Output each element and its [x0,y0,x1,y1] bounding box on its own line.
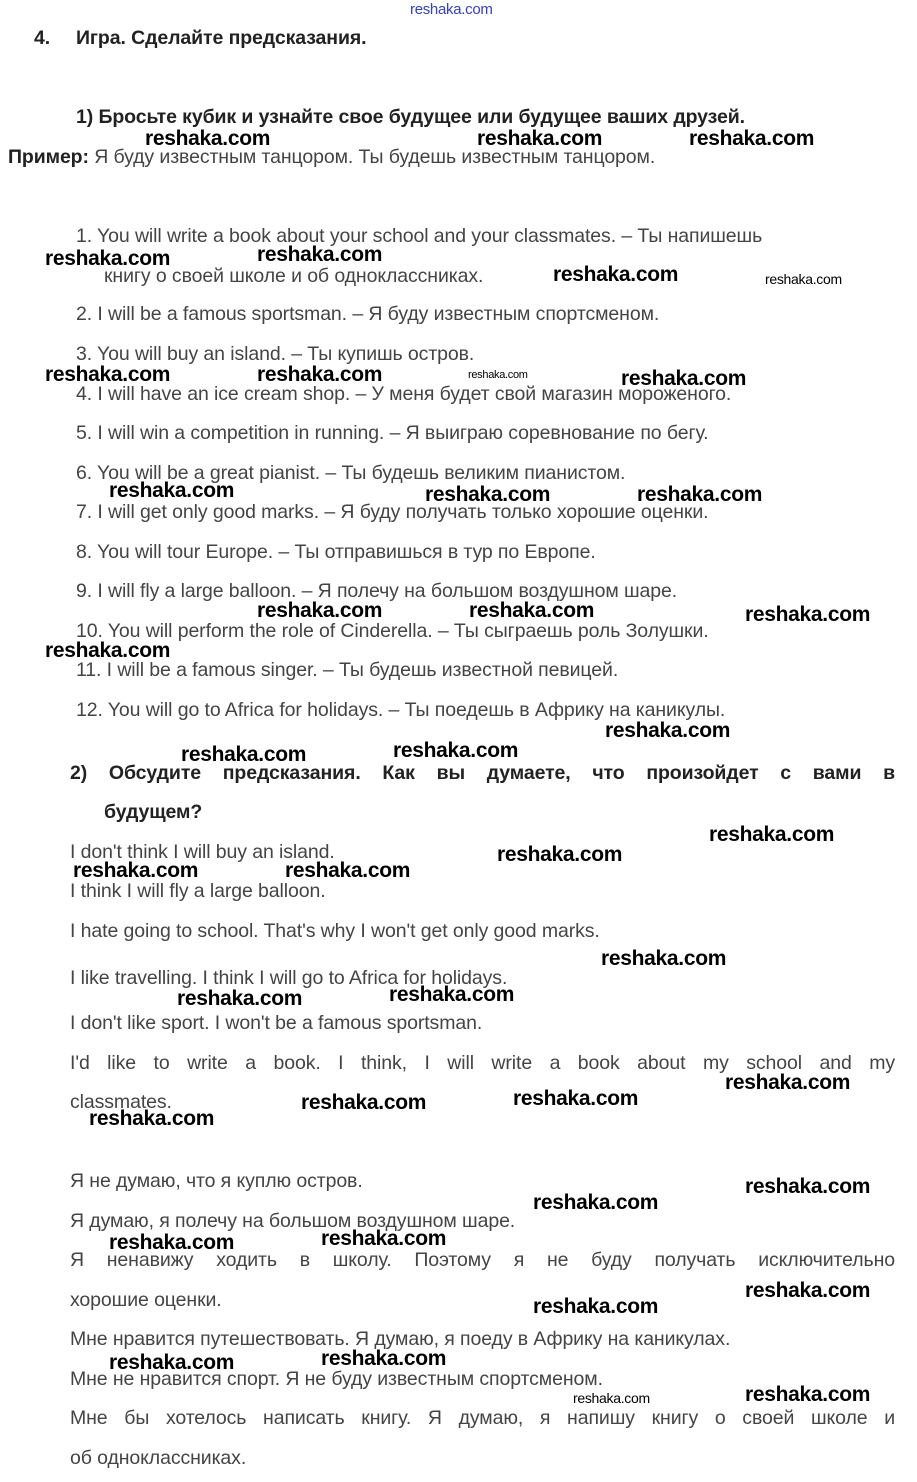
watermark: reshaka.com [513,1087,639,1110]
watermark: reshaka.com [45,639,171,662]
watermark: reshaka.com [533,1191,659,1214]
answer-line-ru: об одноклассниках. [70,1447,247,1469]
list-item: 5. I will win a competition in running. – Я выиграю соревнование по бегу. [76,422,709,444]
list-item: 2. I will be a famous sportsman. – Я буду известным спортсменом. [76,303,660,325]
watermark: reshaka.com [301,1091,427,1114]
part1-heading: 1) Бросьте кубик и узнайте свое будущее или будущее ваших друзей. [76,106,745,128]
list-item: 7. I will get only good marks. – Я буду получать только хорошие оценки. [76,501,709,523]
list-item: 12. You will go to Africa for holidays. – Ты поедешь в Африку на каникулы. [76,699,726,721]
answer-line-en: I don't like sport. I won't be a famous sportsman. [70,1012,483,1034]
watermark: reshaka.com [45,363,171,386]
answer-line-ru: Мне не нравится спорт. Я не буду известным спортсменом. [70,1368,603,1390]
watermark: reshaka.com [469,599,595,622]
watermark: reshaka.com [601,947,727,970]
answer-line-en: I hate going to school. That's why I won't get only good marks. [70,920,600,942]
watermark: reshaka.com [745,1175,871,1198]
answer-line-ru: Я ненавижу ходить в школу. Поэтому я не буду получать исключительно [70,1249,895,1271]
watermark: reshaka.com [605,719,731,742]
watermark: reshaka.com [73,859,199,882]
answer-line-ru: Я не думаю, что я куплю остров. [70,1170,363,1192]
watermark: reshaka.com [553,263,679,286]
watermark: reshaka.com [109,479,235,502]
answer-line-en: I don't think I will buy an island. [70,841,335,863]
watermark: reshaka.com [637,483,763,506]
watermark: reshaka.com [109,1231,235,1254]
watermark: reshaka.com [709,823,835,846]
watermark: reshaka.com [181,743,307,766]
list-item: 10. You will perform the role of Cinderella. – Ты сыграешь роль Золушки. [76,620,709,642]
watermark: reshaka.com [745,603,871,626]
part2-heading: 2) Обсудите предсказания. Как вы думаете, что произойдет с вами в [70,762,895,784]
watermark: reshaka.com [393,739,519,762]
watermark: reshaka.com [468,369,528,381]
answer-line-ru: Я думаю, я полечу на большом воздушном шаре. [70,1210,516,1232]
watermark: reshaka.com [745,1279,871,1302]
watermark: reshaka.com [689,127,815,150]
watermark: reshaka.com [573,1390,650,1406]
watermark: reshaka.com [621,367,747,390]
list-item: 4. I will have an ice cream shop. – У меня будет свой магазин мороженого. [76,383,732,405]
watermark: reshaka.com [257,599,383,622]
list-item: 1. You will write a book about your school and your classmates. – Ты напишешь [76,225,763,247]
list-item: 9. I will fly a large balloon. – Я полечу на большом воздушном шаре. [76,580,678,602]
example-label: Пример: [8,146,89,168]
watermark: reshaka.com [257,243,383,266]
watermark: reshaka.com [177,987,303,1010]
watermark: reshaka.com [257,363,383,386]
watermark: reshaka.com [533,1295,659,1318]
watermark: reshaka.com [45,247,171,270]
watermark: reshaka.com [145,127,271,150]
answer-line-ru: Мне бы хотелось написать книгу. Я думаю, я напишу книгу о своей школе и [70,1407,895,1429]
watermark: reshaka.com [425,483,551,506]
watermark: reshaka.com [285,859,411,882]
watermark: reshaka.com [410,1,493,18]
answer-line-ru: хорошие оценки. [70,1289,222,1311]
watermark: reshaka.com [765,271,842,287]
task-number: 4. [34,27,51,49]
watermark: reshaka.com [725,1071,851,1094]
watermark: reshaka.com [477,127,603,150]
watermark: reshaka.com [321,1347,447,1370]
example-text: Я буду известным танцором. Ты будешь известным танцором. [88,146,656,168]
list-item: книгу о своей школе и об одноклассниках. [104,265,484,287]
answer-line-ru: Мне нравится путешествовать. Я думаю, я поеду в Африку на каникулах. [70,1328,731,1350]
list-item: 8. You will tour Europe. – Ты отправишься в тур по Европе. [76,541,596,563]
answer-line-en: I think I will fly a large balloon. [70,880,326,902]
answer-line-en: classmates. [70,1091,172,1113]
watermark: reshaka.com [497,843,623,866]
watermark: reshaka.com [109,1351,235,1374]
task-title: Игра. Сделайте предсказания. [76,27,367,49]
answer-line-en: I'd like to write a book. I think, I will write a book about my school and my [70,1052,895,1074]
list-item: 3. You will buy an island. – Ты купишь остров. [76,343,475,365]
list-item: 6. You will be a great pianist. – Ты будешь великим пианистом. [76,462,626,484]
watermark: reshaka.com [321,1227,447,1250]
watermark: reshaka.com [89,1107,215,1130]
answer-line-en: I like travelling. I think I will go to Africa for holidays. [70,967,508,989]
watermark: reshaka.com [389,983,515,1006]
watermark: reshaka.com [745,1383,871,1406]
part2-heading-cont: будущем? [104,801,203,823]
list-item: 11. I will be a famous singer. – Ты будешь известной певицей. [76,659,619,681]
